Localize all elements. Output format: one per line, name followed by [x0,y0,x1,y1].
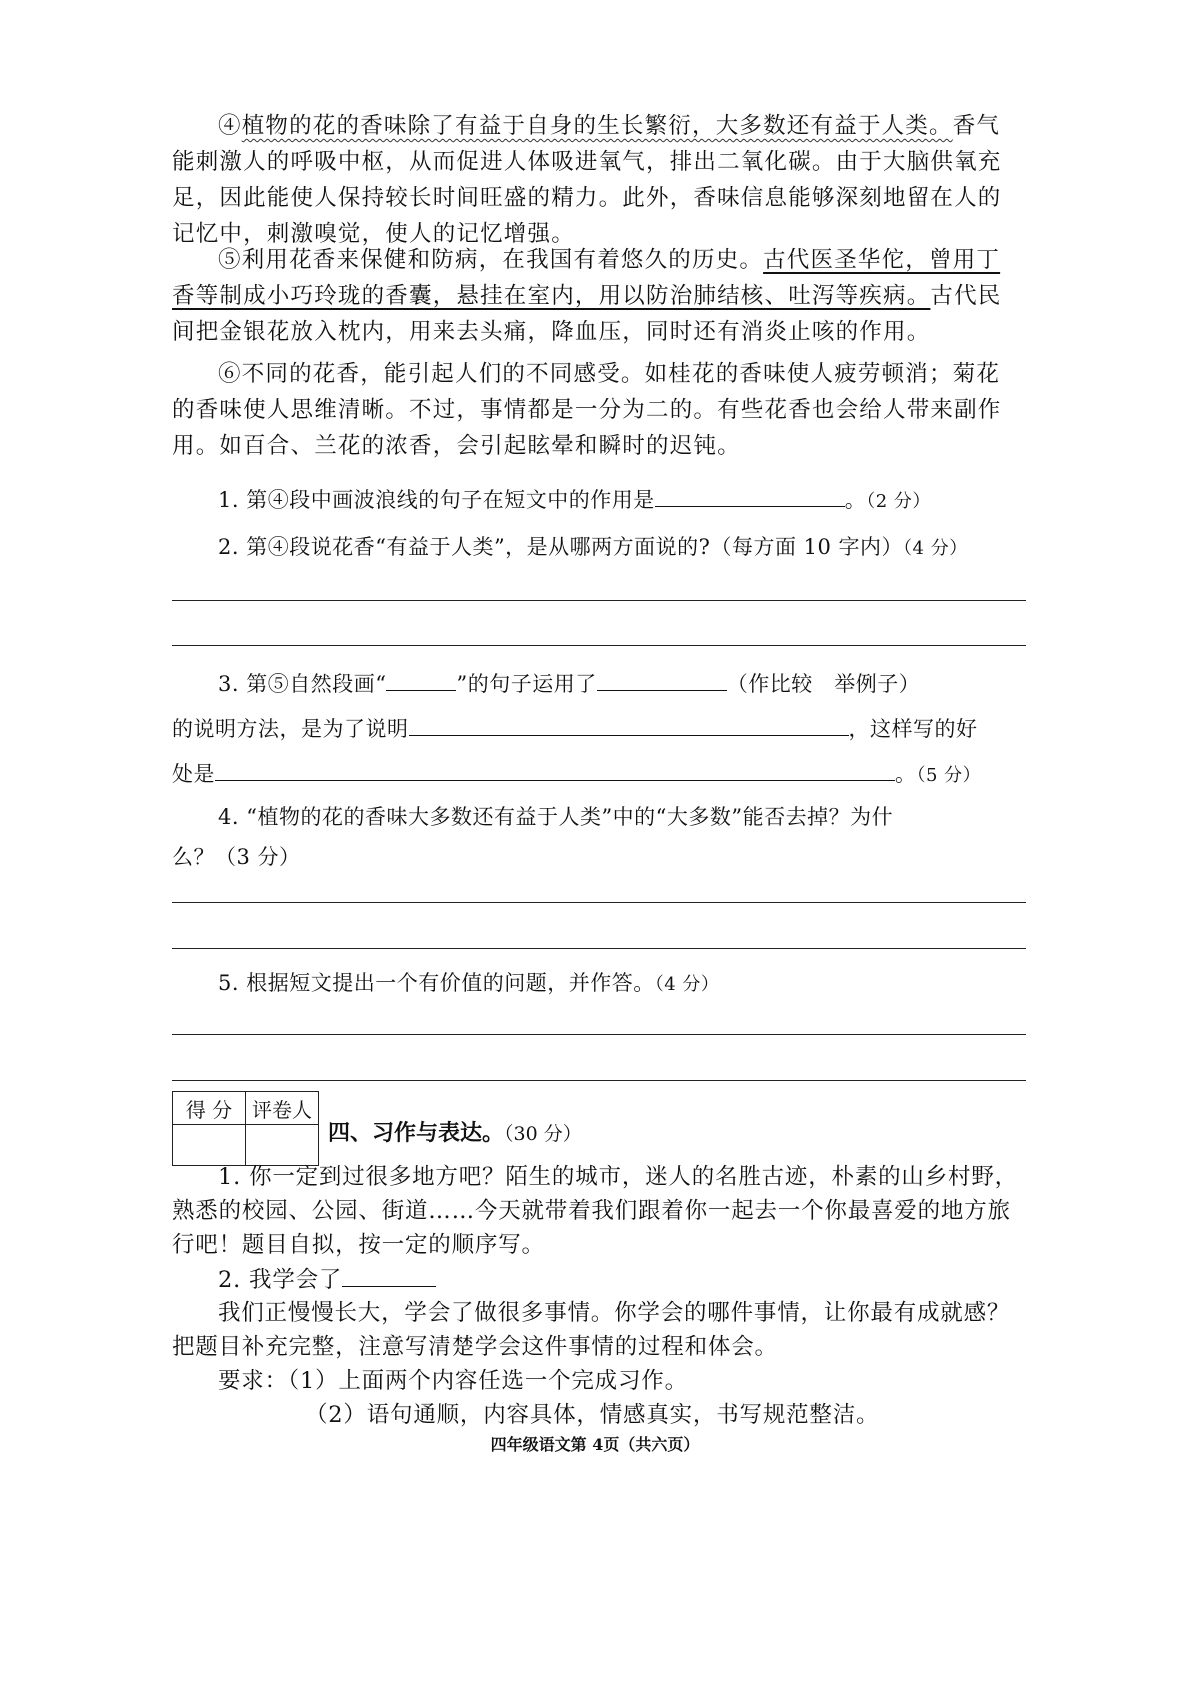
requirement-2: （2）语句通顺，内容具体，情感真实，书写规范整洁。 [305,1402,880,1428]
grader-label: 评卷人 [246,1092,319,1125]
question-1-score: （2 分） [866,491,931,512]
requirements-label: 要求： [218,1368,288,1394]
question-4-line-2: 么？（3 分） [172,845,301,869]
answer-line[interactable] [172,1034,1026,1035]
question-3-options: （作比较 举例子） [726,672,921,696]
writing-item-2-label: 2. 我学会了 [218,1267,343,1293]
question-2-score: （4 分） [903,538,968,559]
title-blank[interactable] [342,1262,436,1287]
paragraph-4-rest: 香气能刺激人的呼吸中枢，从而促进人体吸进氧气，排出二氧化碳。由于大脑供氧充足，因此能使人保持较长时间旺盛的精力。此外，香味信息能够深刻地留在人的记忆中，刺激嗅觉，使人的记忆增强。 [172,113,1002,247]
section-4-heading: 四、习作与表达。 [328,1121,505,1146]
paragraph-4 [172,108,1022,252]
question-3-text-b: ”的句子运用了 [456,672,597,696]
score-label: 得 分 [173,1092,246,1125]
question-3-end: 。 [895,762,917,786]
section-4-title [328,1116,582,1147]
answer-blank-q1[interactable] [655,482,845,507]
paragraph-5-rest: 古代民间把金银花放入枕内，用来去头痛，降血压，同时还有消炎止咳的作用。 [172,283,1002,345]
writing-item-1: 1. 你一定到过很多地方吧？陌生的城市，迷人的名胜古迹，朴素的山乡村野，熟悉的校园、公园、街道……今天就带着我们跟着你一起去一个你最喜爱的地方旅行吧！题目自拟，按一定的顺序写。 [172,1164,1018,1258]
answer-line[interactable] [172,645,1026,646]
writing-item-2 [218,1262,436,1297]
answer-line[interactable] [172,948,1026,949]
question-5-score: （4 分） [654,974,720,995]
question-2-text: 2. 第④段说花香“有益于人类”，是从哪两方面说的?（每方面 10 字内） [218,535,904,559]
question-1-text: 1. 第④段中画波浪线的句子在短文中的作用是 [218,488,655,512]
requirement-1: （1）上面两个内容任选一个完成习作。 [287,1368,688,1394]
grade-box [172,1091,319,1166]
answer-blank-benefit[interactable] [215,756,895,781]
question-2 [218,532,968,564]
question-5 [218,968,719,1000]
question-1-end: 。 [844,488,867,512]
question-4-line-1: 4. “植物的花的香味大多数还有益于人类”中的“大多数”能否去掉？为什 [218,805,894,829]
section-4-points: （30 分） [504,1123,582,1145]
question-3-text-a: 3. 第⑤自然段画“ [218,672,387,696]
question-1 [218,482,931,517]
paragraph-6: ⑥不同的花香，能引起人们的不同感受。如桂花的香味使人疲劳顿消；菊花的香味使人思维清晰。不过，事情都是一分为二的。有些花香也会给人带来副作用。如百合、兰花的浓香，会引起眩晕和瞬时的迟钝。 [172,361,1002,459]
page-footer: 四年级语文第 4页（共六页） [490,1435,700,1454]
question-3-text-f: 处是 [172,762,215,786]
paragraph-4-marker: ④ [218,113,242,139]
line-sample-blank [386,666,456,691]
paragraph-5-intro: ⑤利用花香来保健和防病，在我国有着悠久的历史。 [218,247,764,273]
question-3-score: （5 分） [916,765,982,786]
writing-item-2-description: 我们正慢慢长大，学会了做很多事情。你学会的哪件事情，让你最有成就感？把题目补充完整，注意写清楚学会这件事情的过程和体会。 [172,1300,1011,1360]
question-3-line-2 [172,711,978,744]
answer-line[interactable] [172,600,1026,601]
wavy-underlined-sentence: 植物的花的香味除了有益于自身的生长繁衍，大多数还有益于人类。 [241,113,953,139]
answer-blank-purpose[interactable] [409,711,849,736]
answer-line[interactable] [172,902,1026,903]
answer-blank-method[interactable] [597,666,727,691]
question-3-text-d: 的说明方法，是为了说明 [172,717,409,741]
question-3-text-e: ，这样写的好 [848,717,978,741]
question-5-text: 5. 根据短文提出一个有价值的问题，并作答。 [218,971,655,995]
question-3-line-3 [172,756,981,791]
requirements-1 [218,1364,688,1398]
answer-line[interactable] [172,1080,1026,1081]
question-3-line-1 [218,666,920,699]
underlined-sentence: 古代医圣华佗，曾用丁香等制成小巧玲珑的香囊，悬挂在室内，用以防治肺结核、吐泻等疾病。 [172,247,1001,309]
paragraph-5 [172,242,1022,350]
